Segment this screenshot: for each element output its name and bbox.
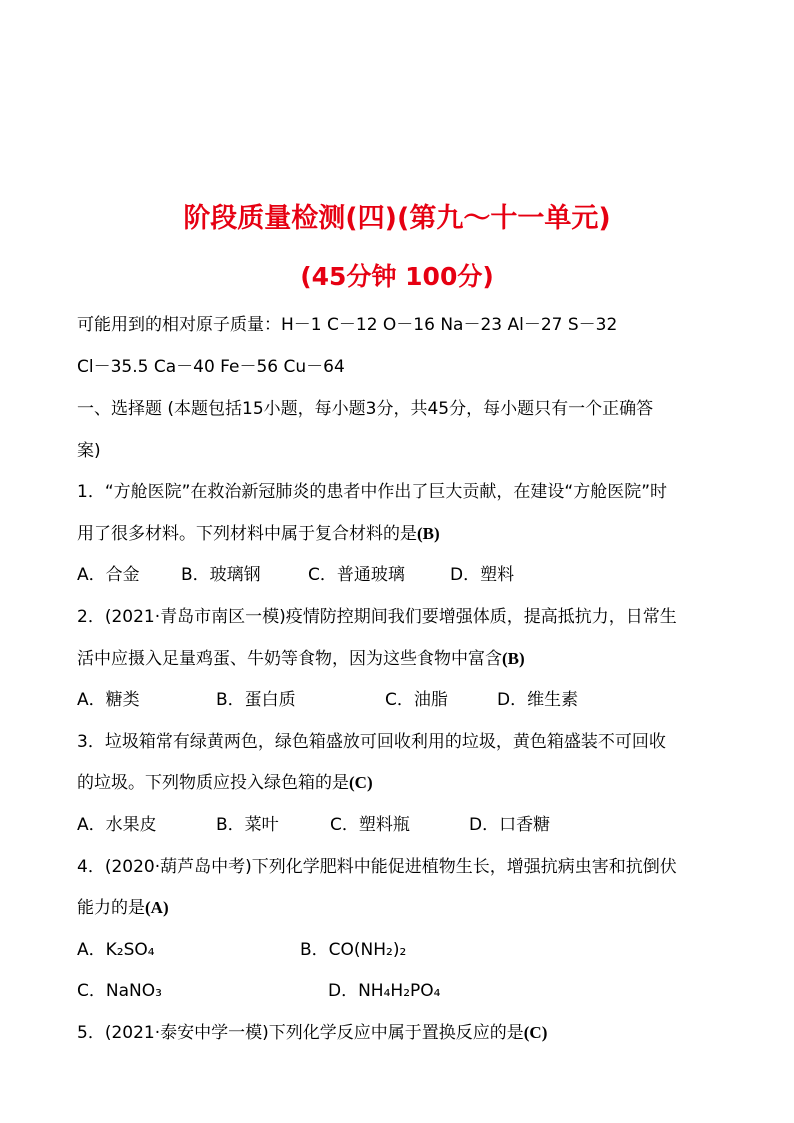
question-4-stem: 能力的是: [77, 898, 145, 918]
atomic-mass-line-1: 可能用到的相对原子质量：H－1 C－12 O－16 Na－23 Al－27 S－32: [77, 315, 618, 335]
question-4-line-1: 4．(2020·葫芦岛中考)下列化学肥料中能促进植物生长，增强抗病虫害和抗倒伏: [77, 857, 677, 877]
section-heading-line-2: 案): [77, 441, 101, 461]
question-5-stem: 5．(2021·泰安中学一模)下列化学反应中属于置换反应的是: [77, 1023, 524, 1043]
question-1-option-d: D．塑料: [450, 565, 515, 585]
page-subtitle: (45分钟 100分): [300, 262, 494, 291]
question-4-option-d: D．NH₄H₂PO₄: [328, 981, 441, 1001]
question-2-option-a: A．糖类: [77, 690, 140, 710]
question-2-option-c: C．油脂: [385, 690, 448, 710]
question-3-option-b: B．菜叶: [216, 815, 279, 835]
question-1-option-a: A．合金: [77, 565, 140, 585]
question-5-answer: (C): [523, 1023, 548, 1042]
question-1-option-b: B．玻璃钢: [181, 565, 261, 585]
question-1-line-2: [77, 523, 440, 545]
question-1-line-1: 1．“方舱医院”在救治新冠肺炎的患者中作出了巨大贡献，在建设“方舱医院”时: [77, 482, 668, 502]
question-4-answer: (A): [145, 898, 169, 917]
question-3-line-2: [77, 772, 373, 794]
page-title: 阶段质量检测(四)(第九～十一单元): [183, 203, 611, 234]
question-2-answer: (B): [502, 649, 525, 668]
question-4-option-a: A．K₂SO₄: [77, 940, 155, 960]
question-3-option-c: C．塑料瓶: [330, 815, 410, 835]
section-heading-line-1: 一、选择题 (本题包括15小题，每小题3分，共45分，每小题只有一个正确答: [77, 399, 654, 419]
question-3-stem: 的垃圾。下列物质应投入绿色箱的是: [77, 773, 349, 793]
question-2-line-2: [77, 648, 525, 670]
question-2-option-d: D．维生素: [497, 690, 579, 710]
question-1-stem: 用了很多材料。下列材料中属于复合材料的是: [77, 524, 417, 544]
question-3-line-1: 3．垃圾箱常有绿黄两色，绿色箱盛放可回收利用的垃圾，黄色箱盛装不可回收: [77, 732, 666, 752]
question-2-line-1: 2．(2021·青岛市南区一模)疫情防控期间我们要增强体质，提高抵抗力，日常生: [77, 607, 677, 627]
question-3-answer: (C): [349, 773, 373, 792]
question-4-option-c: C．NaNO₃: [77, 981, 162, 1001]
question-1-option-c: C．普通玻璃: [308, 565, 405, 585]
question-4-line-2: [77, 897, 169, 919]
question-1-answer: (B): [417, 524, 440, 543]
question-5-line-1: [77, 1022, 547, 1044]
question-4-option-b: B．CO(NH₂)₂: [300, 940, 407, 960]
question-2-option-b: B．蛋白质: [216, 690, 296, 710]
question-3-option-a: A．水果皮: [77, 815, 157, 835]
question-3-option-d: D．口香糖: [469, 815, 551, 835]
atomic-mass-line-2: Cl－35.5 Ca－40 Fe－56 Cu－64: [77, 357, 345, 377]
question-2-stem: 活中应摄入足量鸡蛋、牛奶等食物，因为这些食物中富含: [77, 649, 502, 669]
